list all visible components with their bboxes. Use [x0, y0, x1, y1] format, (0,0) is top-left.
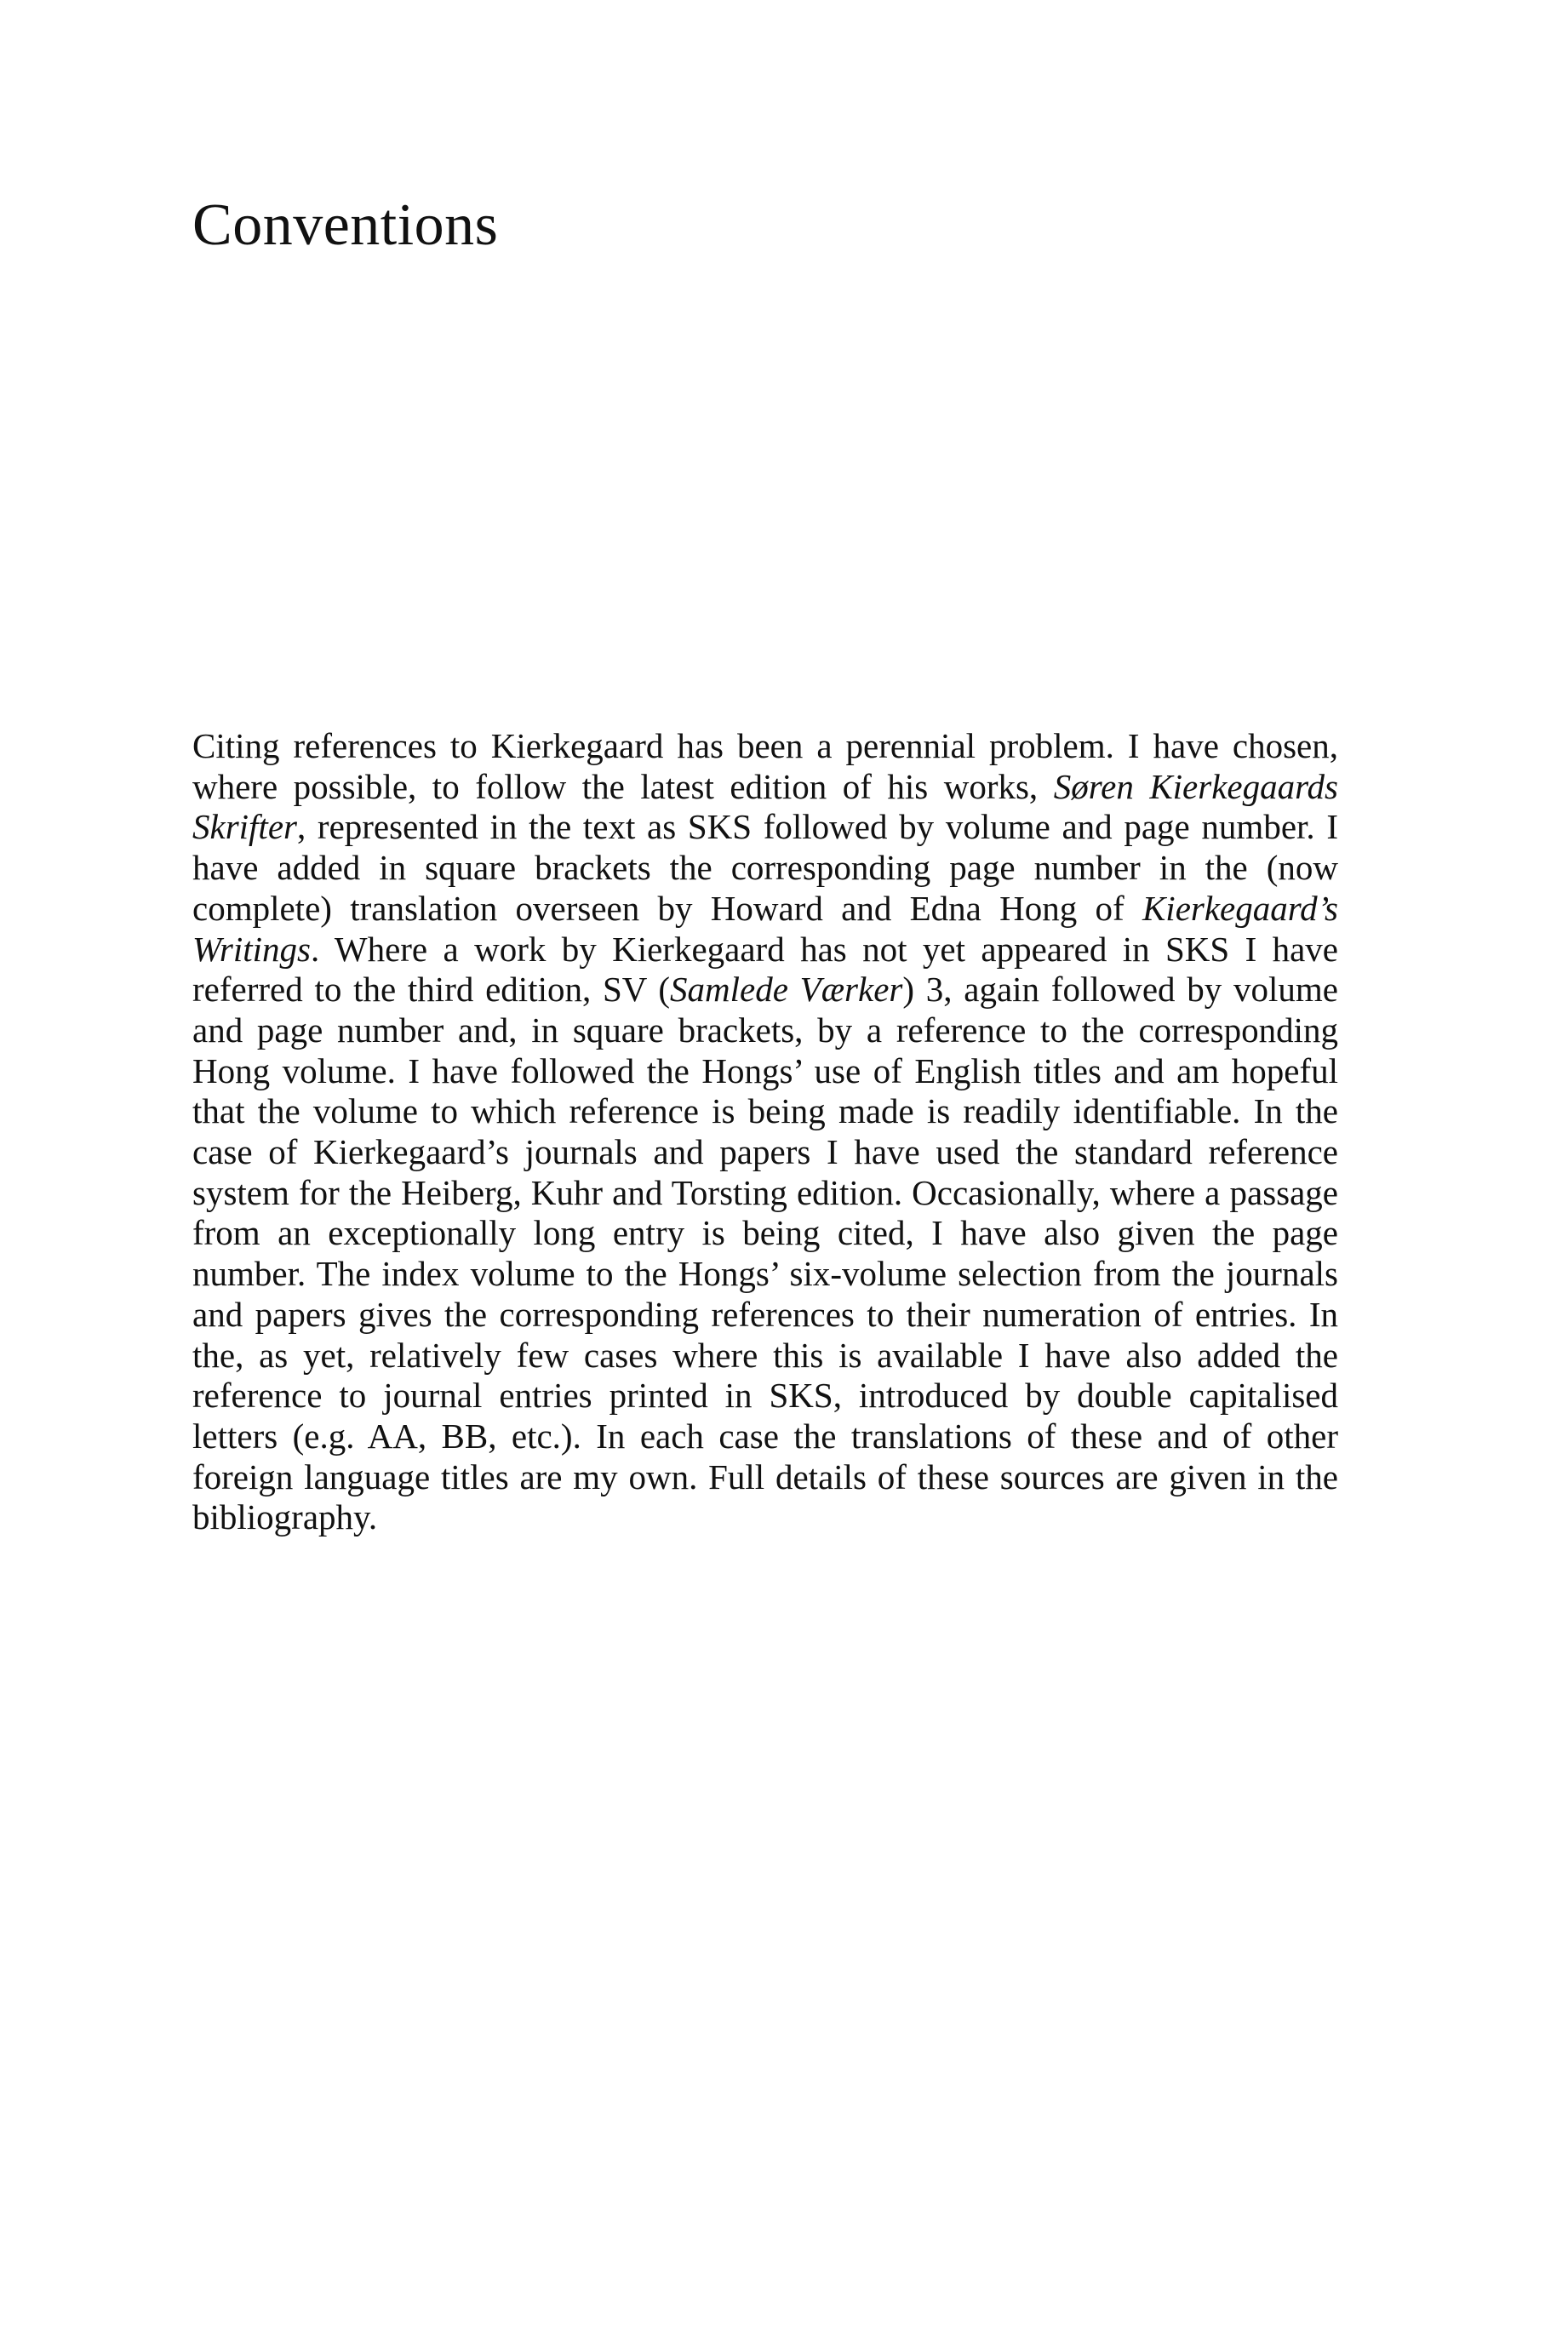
paragraph-text-segment: , represented in the text as SKS followed by volume and page number. I have added in square brackets the corresponding page number in the (now complete) translation overseen by Howard and Edna Hong of	[192, 807, 1338, 928]
page-title: Conventions	[192, 192, 499, 258]
italic-work-title: Samlede Værker	[670, 970, 903, 1010]
paragraph-text-segment: . Where a work by Kierkegaard has not yet appeared in SKS I have referred to the third edition, SV (	[192, 929, 1338, 1010]
italic-work-title: Kierkegaard’s Writings	[192, 888, 1338, 969]
body-paragraph	[192, 726, 1338, 1538]
paragraph-text-segment: Citing references to Kierkegaard has been a perennial problem. I have chosen, where possible, to follow the latest edition of his works,	[192, 726, 1338, 806]
paragraph-text-segment: ) 3, again followed by volume and page number and, in square brackets, by a reference to the corresponding Hong volume. I have followed the Hongs’ use of English titles and am hopeful that the volume to which reference is being made is readily identifiable. In the case of Kierkegaard’s journals and papers I have used the standard reference system for the Heiberg, Kuhr and Torsting edition. Occasionally, where a passage from an exceptionally long entry is being cited, I have also given the page number. The index volume to the Hongs’ six-volume selection from the journals and papers gives the corresponding references to their numeration of entries. In the, as yet, relatively few cases where this is available I have also added the reference to journal entries printed in SKS, introduced by double capitalised letters (e.g. AA, BB, etc.). In each case the translations of these and of other foreign language titles are my own. Full details of these sources are given in the bibliography.	[192, 970, 1338, 1537]
italic-work-title: Søren Kierkegaards Skrifter	[192, 766, 1338, 847]
